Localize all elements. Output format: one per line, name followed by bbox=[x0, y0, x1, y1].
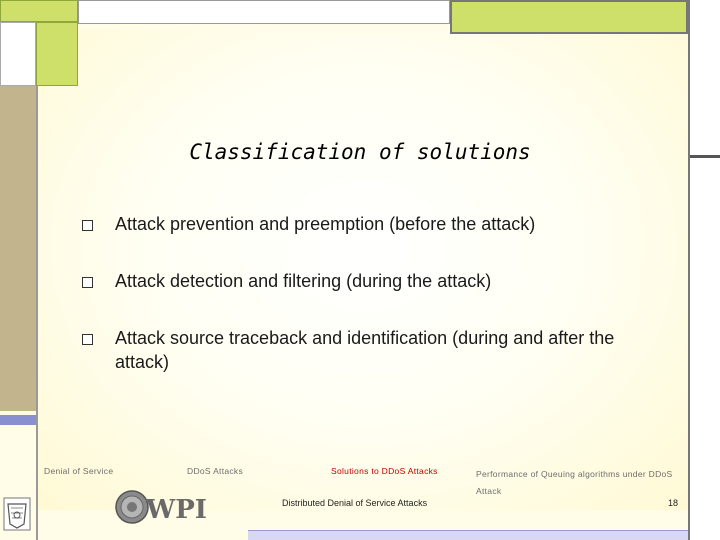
square-bullet-icon bbox=[82, 334, 93, 345]
top-right-lime-block bbox=[450, 0, 688, 34]
nav-link-performance-queuing[interactable]: Performance of Queuing algorithms under DDoS Attack bbox=[476, 469, 673, 496]
top-white-block bbox=[78, 0, 450, 24]
nav-link-solutions-active[interactable]: Solutions to DDoS Attacks bbox=[331, 466, 438, 476]
right-edge-line bbox=[688, 0, 690, 540]
bullet-item bbox=[82, 326, 662, 374]
footer-title: Distributed Denial of Service Attacks bbox=[282, 498, 428, 508]
bullet-text: Attack detection and filtering (during the attack) bbox=[115, 271, 492, 291]
bullet-list bbox=[82, 212, 662, 407]
page-number: 18 bbox=[668, 498, 679, 508]
right-white-block bbox=[690, 0, 720, 155]
left-blue-bar bbox=[0, 415, 36, 425]
slide-title: Classification of solutions bbox=[189, 140, 531, 164]
left-lime-block bbox=[36, 22, 78, 86]
bottom-lilac-strip bbox=[248, 530, 688, 540]
bullet-item bbox=[82, 269, 662, 293]
bullet-text: Attack prevention and preemption (before the attack) bbox=[115, 214, 536, 234]
svg-text:WPI: WPI bbox=[146, 495, 207, 525]
top-left-white-block bbox=[0, 22, 36, 86]
left-tan-strip bbox=[0, 86, 36, 411]
nav-link-ddos-attacks[interactable]: DDoS Attacks bbox=[187, 466, 244, 476]
university-seal-icon bbox=[0, 494, 34, 534]
wpi-logo bbox=[114, 489, 210, 525]
square-bullet-icon bbox=[82, 220, 93, 231]
top-left-lime-block bbox=[0, 0, 78, 22]
nav-link-denial-of-service[interactable]: Denial of Service bbox=[44, 466, 114, 476]
bullet-item bbox=[82, 212, 662, 236]
square-bullet-icon bbox=[82, 277, 93, 288]
right-white-block-2 bbox=[690, 158, 720, 540]
bullet-text: Attack source traceback and identification (during and after the attack) bbox=[115, 328, 615, 372]
